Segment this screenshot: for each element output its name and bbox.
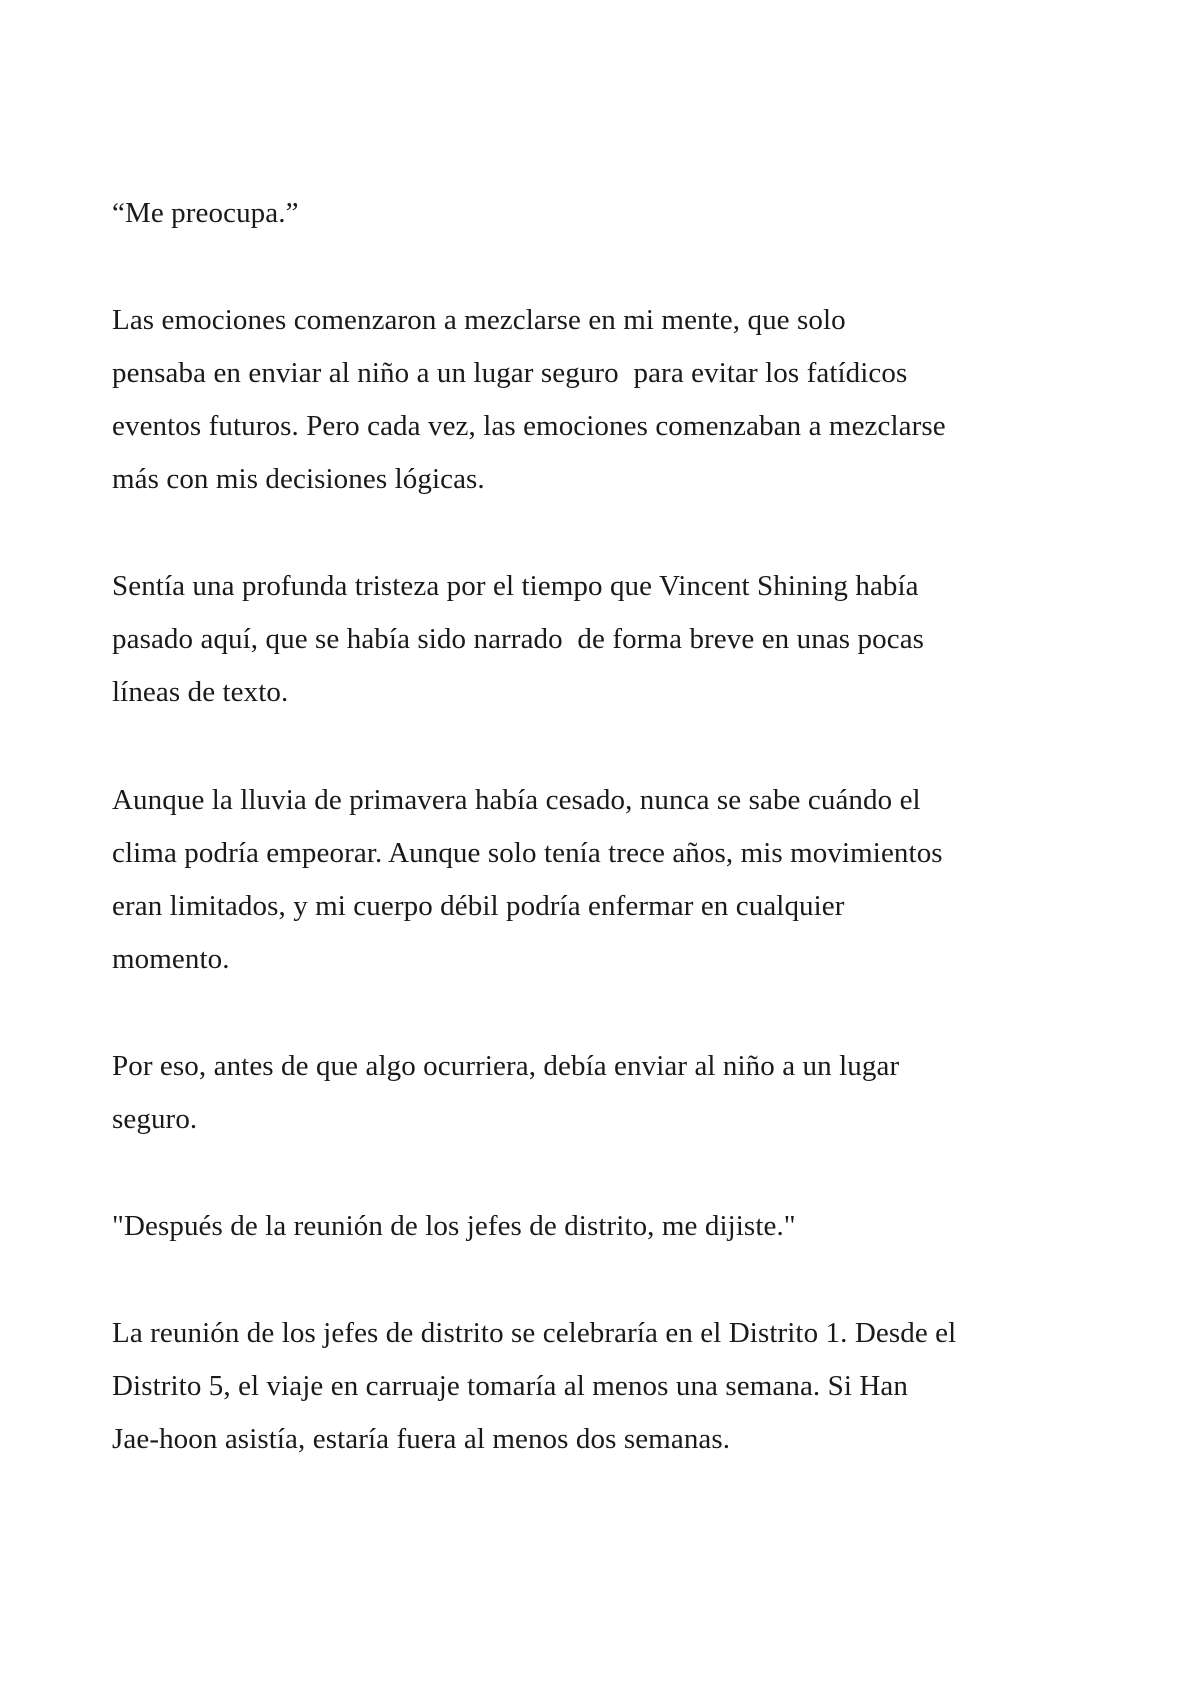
text-line: eventos futuros. Pero cada vez, las emociones comenzaban a mezclarse <box>112 410 946 442</box>
text-line: “Me preocupa.” <box>112 197 299 229</box>
text-line: Jae-hoon asistía, estaría fuera al menos dos semanas. <box>112 1423 731 1455</box>
text-line: pasado aquí, que se había sido narrado de forma breve en unas pocas <box>112 623 925 655</box>
text-line: pensaba en enviar al niño a un lugar seguro para evitar los fatídicos <box>112 357 908 389</box>
text-line: Aunque la lluvia de primavera había cesado, nunca se sabe cuándo el <box>112 784 921 816</box>
text-line: Sentía una profunda tristeza por el tiempo que Vincent Shining había <box>112 570 919 602</box>
text-line: más con mis decisiones lógicas. <box>112 463 485 495</box>
text-line: seguro. <box>112 1103 198 1135</box>
text-line: "Después de la reunión de los jefes de distrito, me dijiste." <box>112 1210 796 1242</box>
text-line: Las emociones comenzaron a mezclarse en mi mente, que solo <box>112 304 846 336</box>
text-line: Por eso, antes de que algo ocurriera, debía enviar al niño a un lugar <box>112 1050 900 1082</box>
text-line: momento. <box>112 943 230 975</box>
text-line: La reunión de los jefes de distrito se celebraría en el Distrito 1. Desde el <box>112 1317 957 1349</box>
text-line: Distrito 5, el viaje en carruaje tomaría al menos una semana. Si Han <box>112 1370 908 1402</box>
text-line: eran limitados, y mi cuerpo débil podría enfermar en cualquier <box>112 890 845 922</box>
text-line: líneas de texto. <box>112 676 289 708</box>
text-line: clima podría empeorar. Aunque solo tenía trece años, mis movimientos <box>112 837 943 869</box>
